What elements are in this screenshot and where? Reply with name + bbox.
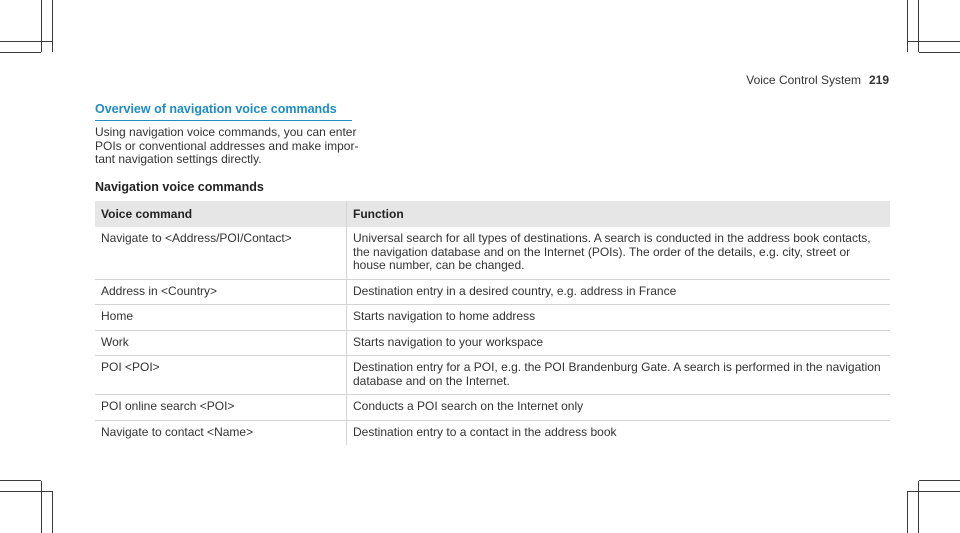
crop-mark [908, 41, 960, 42]
function-cell: Destination entry to a contact in the address book [353, 424, 617, 439]
table-row [95, 420, 890, 445]
function-cell: Universal search for all types of destinations. A search is conducted in the address book contacts, the navigation database and on the Internet (POIs). The order of the details, e.g. city, street or house number, can be changed. [347, 227, 891, 279]
crop-mark [52, 0, 53, 52]
table-row [95, 330, 890, 356]
table-row [95, 305, 890, 331]
subsection-title: Navigation voice commands [95, 180, 264, 194]
crop-mark [907, 0, 908, 52]
crop-mark [908, 491, 960, 492]
command-cell: Home [95, 305, 347, 331]
function-cell: Starts navigation to home address [347, 305, 891, 331]
function-cell: Conducts a POI search on the Internet only [347, 395, 891, 421]
command-cell: POI online search <POI> [95, 395, 347, 421]
table-row [95, 356, 890, 395]
crop-mark [52, 491, 53, 533]
function-cell: Destination entry in a desired country, e.g. address in France [347, 279, 891, 305]
command-cell: Navigate to <Address/POI/Contact> [95, 227, 347, 279]
table-row [95, 279, 890, 305]
column-header-function: Function [347, 201, 891, 227]
running-header [746, 73, 889, 87]
voice-command-table [95, 201, 890, 445]
crop-mark [41, 481, 42, 533]
crop-mark [0, 480, 41, 481]
crop-mark [919, 52, 960, 53]
page-number: 219 [868, 73, 889, 87]
command-cell: Navigate to contact <Name> [95, 420, 347, 445]
crop-mark [41, 0, 42, 52]
crop-mark [0, 52, 41, 53]
table-header-row [95, 201, 890, 227]
crop-mark [918, 481, 919, 533]
crop-mark [918, 0, 919, 52]
command-cell: POI <POI> [95, 356, 347, 395]
crop-mark [919, 480, 960, 481]
function-cell: Starts navigation to your workspace [347, 330, 891, 356]
table-row [95, 395, 890, 421]
intro-paragraph [95, 126, 360, 167]
table-row [95, 227, 890, 279]
header-section: Voice Control System [746, 73, 861, 87]
intro-text: Using navigation voice commands, you can enter POIs or conventional addresses and make impor-tant navigation settings directly. [95, 125, 359, 166]
crop-mark [0, 491, 52, 492]
command-cell: Address in <Country> [95, 279, 347, 305]
section-title: Overview of navigation voice commands [95, 102, 352, 121]
crop-mark [907, 491, 908, 533]
crop-mark [0, 41, 52, 42]
column-header-command: Voice command [95, 201, 347, 227]
command-cell: Work [95, 330, 347, 356]
function-cell: Destination entry for a POI, e.g. the POI Brandenburg Gate. A search is performed in the navigation database and on the Internet. [347, 356, 891, 395]
